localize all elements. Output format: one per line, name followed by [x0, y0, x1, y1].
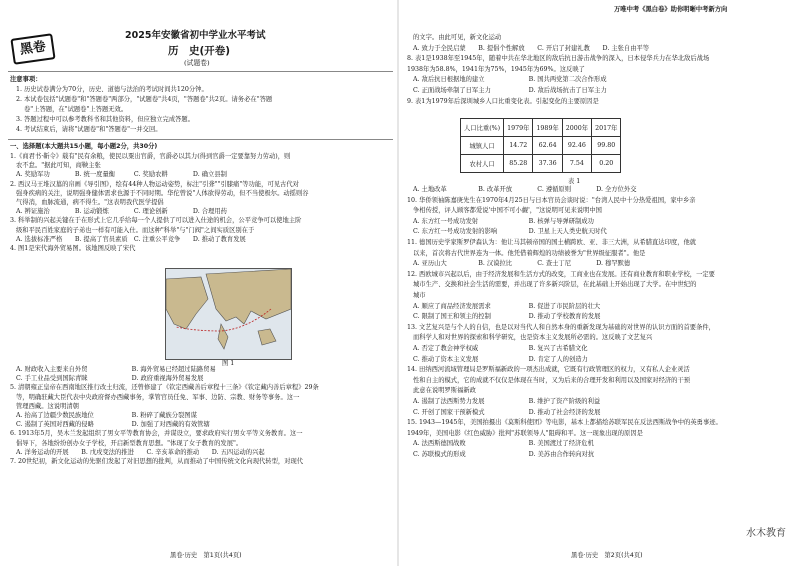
title-divider — [8, 71, 393, 72]
table-cell: 7.54 — [562, 155, 591, 173]
question-line: 城市 — [413, 292, 426, 299]
right-page — [401, 0, 800, 566]
question-line: 15. 1943—1945年，美国拍摄出《莫斯科使团》等电影，基本上都描绘苏联军民在反法西斯战争中的英勇事迹。 — [407, 419, 722, 427]
question-line: C. 东方红一号成功发射的影响 D. 卫星上天人类史航天时代 — [413, 228, 607, 236]
question-line: 14. 田纳西河流域管理局是罗斯福新政的一项杰出成就，它既有行政管理区的权力，又有私人企业灵活 — [407, 366, 690, 374]
question-line: 级和平民百姓家庭的子弟也一样有可能入仕。而这种"科举"与"门阀"之间实质区别在于 — [16, 226, 255, 234]
notice-item: 卷"上答题，在"试题卷"上答题无效。 — [24, 106, 128, 113]
table-header-cell: 2000年 — [562, 119, 591, 137]
question-line: C. 遏制了英国对西藏的侵略 D. 加强了对西藏的有效管辖 — [16, 421, 210, 429]
table-caption: 表 1 — [568, 178, 581, 185]
question-line: 以来，首次将古代世界连为一体。他凭借着辉煌的功绩被誉为"世界级征服者"。他是 — [413, 249, 646, 257]
table-header-cell: 1979年 — [504, 119, 533, 137]
question-line: A. 亚历山大 B. 汉谟拉比 C. 查士丁尼 D. 穆罕默德 — [413, 260, 631, 268]
question-line: A. 辨证施治 B. 运动锻炼 C. 理论创新 D. 合理用药 — [16, 208, 227, 216]
table-cell: 农村人口 — [461, 155, 504, 173]
question-line: A. 土地改革 B. 改革开放 C. 遵循原则 D. 全方位外交 — [413, 186, 637, 193]
question-line: 等，明确驻藏大臣代表中央政府督办西藏事务，掌管官员任免、军事、边防、宗教、财务等事务。这一 — [16, 393, 300, 401]
question-line: 8. 表1是1938年至1945年，随着中共在华北地区的敌后抗日游击战争的深入，日本侵华兵力在华北敌后战场 — [407, 55, 710, 63]
question-line: 1949年，美国电影《红色威胁》批判"苏联领导人"阻碍和平。这一现象出现的原因是 — [407, 429, 643, 437]
table-cell: 85.28 — [504, 155, 533, 173]
exam-logo: 黑卷 — [10, 33, 55, 65]
question-line: 争相传授，评人顾客都爱说'中国不可小觑'，"这说明可见来说明中国 — [413, 207, 602, 215]
question-line: A. 致力于全民启蒙 B. 提倡个性解放 C. 开启了封建礼教 D. 主张自由平等 — [413, 44, 650, 52]
question-line: C. 正面战场牵制了日军主力 D. 敌后战场抗击了日军主力 — [413, 87, 607, 94]
left-page — [0, 0, 395, 566]
question-line: C. 手工业品受到国际青睐 D. 政府重视海外贸易发展 — [16, 375, 204, 383]
table-cell: 92.46 — [562, 137, 591, 155]
population-table — [460, 118, 621, 173]
question-line: A. 抬高了边疆少数民族地位 B. 粉碎了藏族分裂图谋 — [16, 412, 197, 419]
page-fold — [397, 0, 399, 566]
question-line: 城市生产、交换和社会生活的需要，并出现了许多新兴阶层，在此基础上开始出现了大学。在中世纪的 — [413, 281, 697, 289]
question-line: C. 苏联模式的形成 D. 美苏由合作转向对抗 — [413, 451, 595, 458]
watermark: 水木教育 — [746, 528, 786, 539]
table-cell: 62.64 — [533, 137, 562, 155]
question-line: 11. 德国历史学家斯罗伊森认为：他让马其顿帝国的国土横跨欧、亚、非三大洲，从希腊直达印度，他就 — [407, 239, 697, 246]
question-line: 此意在说明罗斯福新政 — [413, 387, 476, 395]
table-cell: 37.36 — [533, 155, 562, 173]
table-cell: 0.20 — [592, 155, 621, 173]
question-line: A. 财政收入主要来自外贸 B. 海外贸易已经超过陆路贸易 — [16, 366, 216, 373]
question-line: 4. 图1是宋代海外贸易图。该地图反映了宋代 — [10, 245, 136, 252]
question-line: A. 东方红一号成功发射 B. 核弹与导弹研制成功 — [413, 217, 594, 225]
song-trade-map — [165, 268, 292, 360]
question-line: 6. 1913年5月，吴木兰发起组织了男女平等教育协会，并谋设立，要求政府实行男女平等义务教育。这一 — [10, 430, 303, 438]
question-line: 2. 西汉马王堆汉墓的帛画《导引图》，绘有44种人物运动姿势，标注"引聋""引膝痛"等功能，可见古代对 — [10, 180, 299, 188]
table-header-row — [461, 119, 621, 137]
question-line: A. 法西斯德国战败 B. 美国渡过了经济危机 — [413, 440, 594, 448]
notice-item: 2. 本试卷包括"试题卷"和"答题卷"两部分，"试题卷"共4页，"答题卷"共2页。请务必在"答题 — [16, 96, 273, 103]
question-line: 的文字。由此可见，新文化运动 — [413, 34, 502, 41]
question-line: 13. 文艺复兴是与个人的自信，也是以对当代人和自然本身的重新发现为基础的对世界的认识方面的首要条件， — [407, 323, 715, 331]
question-line: A. 奖励军功 B. 统一度量衡 C. 奖励农耕 D. 确立县制 — [16, 171, 227, 179]
question-line: 10. 华侨领袖陈嘉庚先生在1970年4月25日与日本官员会谈时说："台湾人民中十分热爱祖国，家中乡亲 — [407, 196, 696, 204]
footer-left: 黑卷·历史 第1页(共4页) — [170, 552, 242, 559]
question-line: 5. 清朝雍正皇帝在西南地区推行改土归流，还曾修建了《钦定西藏善后章程十三条》《钦定藏内善后章程》29条 — [10, 384, 319, 392]
map-caption: 图 1 — [222, 360, 235, 367]
table-cell: 99.80 — [592, 137, 621, 155]
question-line: C. 推动了资本主义发展 D. 肯定了人的创造力 — [413, 355, 588, 363]
question-line: 1.《商君书·靳令》载有"民有余粮，使民以粟出官爵，官爵必以其力(得到官爵一定要靠努力劳动)，则 — [10, 153, 291, 160]
question-line: 12. 西欧城市兴起以后，由于经济发展和生活方式的改变，工商业也在发展。还有商业教育和职业学校，一定要 — [407, 270, 715, 278]
question-line: A. 否定了教会神学权威 B. 复兴了古希腊文化 — [413, 345, 588, 352]
table-header-cell: 2017年 — [592, 119, 621, 137]
notice-item: 1. 历史试卷满分为70分，历史、道德与法治的考试时间共120分钟。 — [16, 86, 208, 93]
notice-item: 3. 答题过程中可以参考教科书和其他资料，但应独立完成答题。 — [16, 116, 195, 123]
table-cell: 城镇人口 — [461, 137, 504, 155]
header-brand: 万唯中考《黑白卷》助你明晰中考新方向 — [614, 6, 728, 13]
question-line: 农不怠。"据此可知，商鞅主张 — [16, 162, 101, 170]
exam-title: 2025年安徽省初中学业水平考试 — [125, 30, 266, 41]
exam-note: (试题卷) — [184, 59, 210, 67]
question-line: 3. 科举制的兴起关键在于在形式上它几乎给每一个人提供了可以进入仕途的机会，公平竞争可以使地主阶 — [10, 217, 302, 225]
question-line: A. 遏制了法西斯势力发展 B. 维护了资产阶级的利益 — [413, 398, 601, 405]
table-row — [461, 155, 621, 173]
question-line: A. 敌后抗日根据地的建立 B. 国共两党第二次合作形成 — [413, 76, 607, 84]
question-line: 7. 20世纪初，新文化运动的先驱们发起了对旧思想的批判，从而推动了中国传统文化向现代转型，对现代 — [10, 458, 304, 465]
question-line: 强身疾病的关注，说明强身健体需求也源于不同时期。华佗曾说"人体欲得劳动，但不当使极尔。动摇则谷 — [16, 189, 309, 197]
question-line: A. 顺应了商品经济发展需求 B. 促进了市民阶层的壮大 — [413, 302, 601, 310]
footer-right: 黑卷·历史 第2页(共4页) — [571, 552, 643, 559]
exam-subject: 历 史(开卷) — [168, 45, 231, 57]
question-line: C. 限制了国王和领主的控制 D. 推动了学校教育的发展 — [413, 313, 601, 321]
question-line: A. 洋务运动的开展 B. 戊戌变法的推进 C. 辛亥革命的推动 D. 五四运动的兴起 — [16, 448, 265, 456]
question-line: C. 开创了国家干预新模式 D. 推动了社会经济的发展 — [413, 408, 601, 416]
notice-item: 4. 考试结束后，请将"试题卷"和"答题卷"一并交回。 — [16, 126, 162, 133]
notice-heading: 注意事项： — [10, 76, 42, 83]
notice-divider — [8, 139, 393, 140]
question-line: 性和自主的模式，它的成就不仅仅是体现在当时，又为后来的合理开发和利用以及国家对经济的干预 — [413, 376, 691, 384]
table-cell: 14.72 — [504, 137, 533, 155]
section-heading: 一、选择题(本大题共15小题，每小题2分，共30分) — [10, 143, 158, 150]
table-header-cell: 人口比重(%) — [461, 119, 504, 137]
question-line: 管理西藏。这说明清朝 — [16, 402, 79, 410]
question-line: 9. 表1为1979年后深圳城乡人口比重变化表。引起变化的主要原因是 — [407, 97, 599, 105]
question-line: A. 选拔标准严格 B. 提高了官员素质 C. 注重公平竞争 D. 推动了教育发展 — [16, 235, 246, 243]
table-header-cell: 1989年 — [533, 119, 562, 137]
table-row — [461, 137, 621, 155]
question-line: 而科学人和对世界的探索和科学研究，也是资本主义发展所必需的。这反映了文艺复兴 — [413, 334, 653, 342]
question-line: 1938年为58.8%，1941年为75%，1945年为69%。这反映了 — [407, 65, 585, 73]
question-line: 倡导下，各地纷纷创办女子学校，开启新型教育思想。"体现了女子教育的发展"。 — [16, 439, 243, 447]
question-line: 气得消，血脉流通，病不得生。"这表明我代医学提倡 — [16, 199, 164, 206]
